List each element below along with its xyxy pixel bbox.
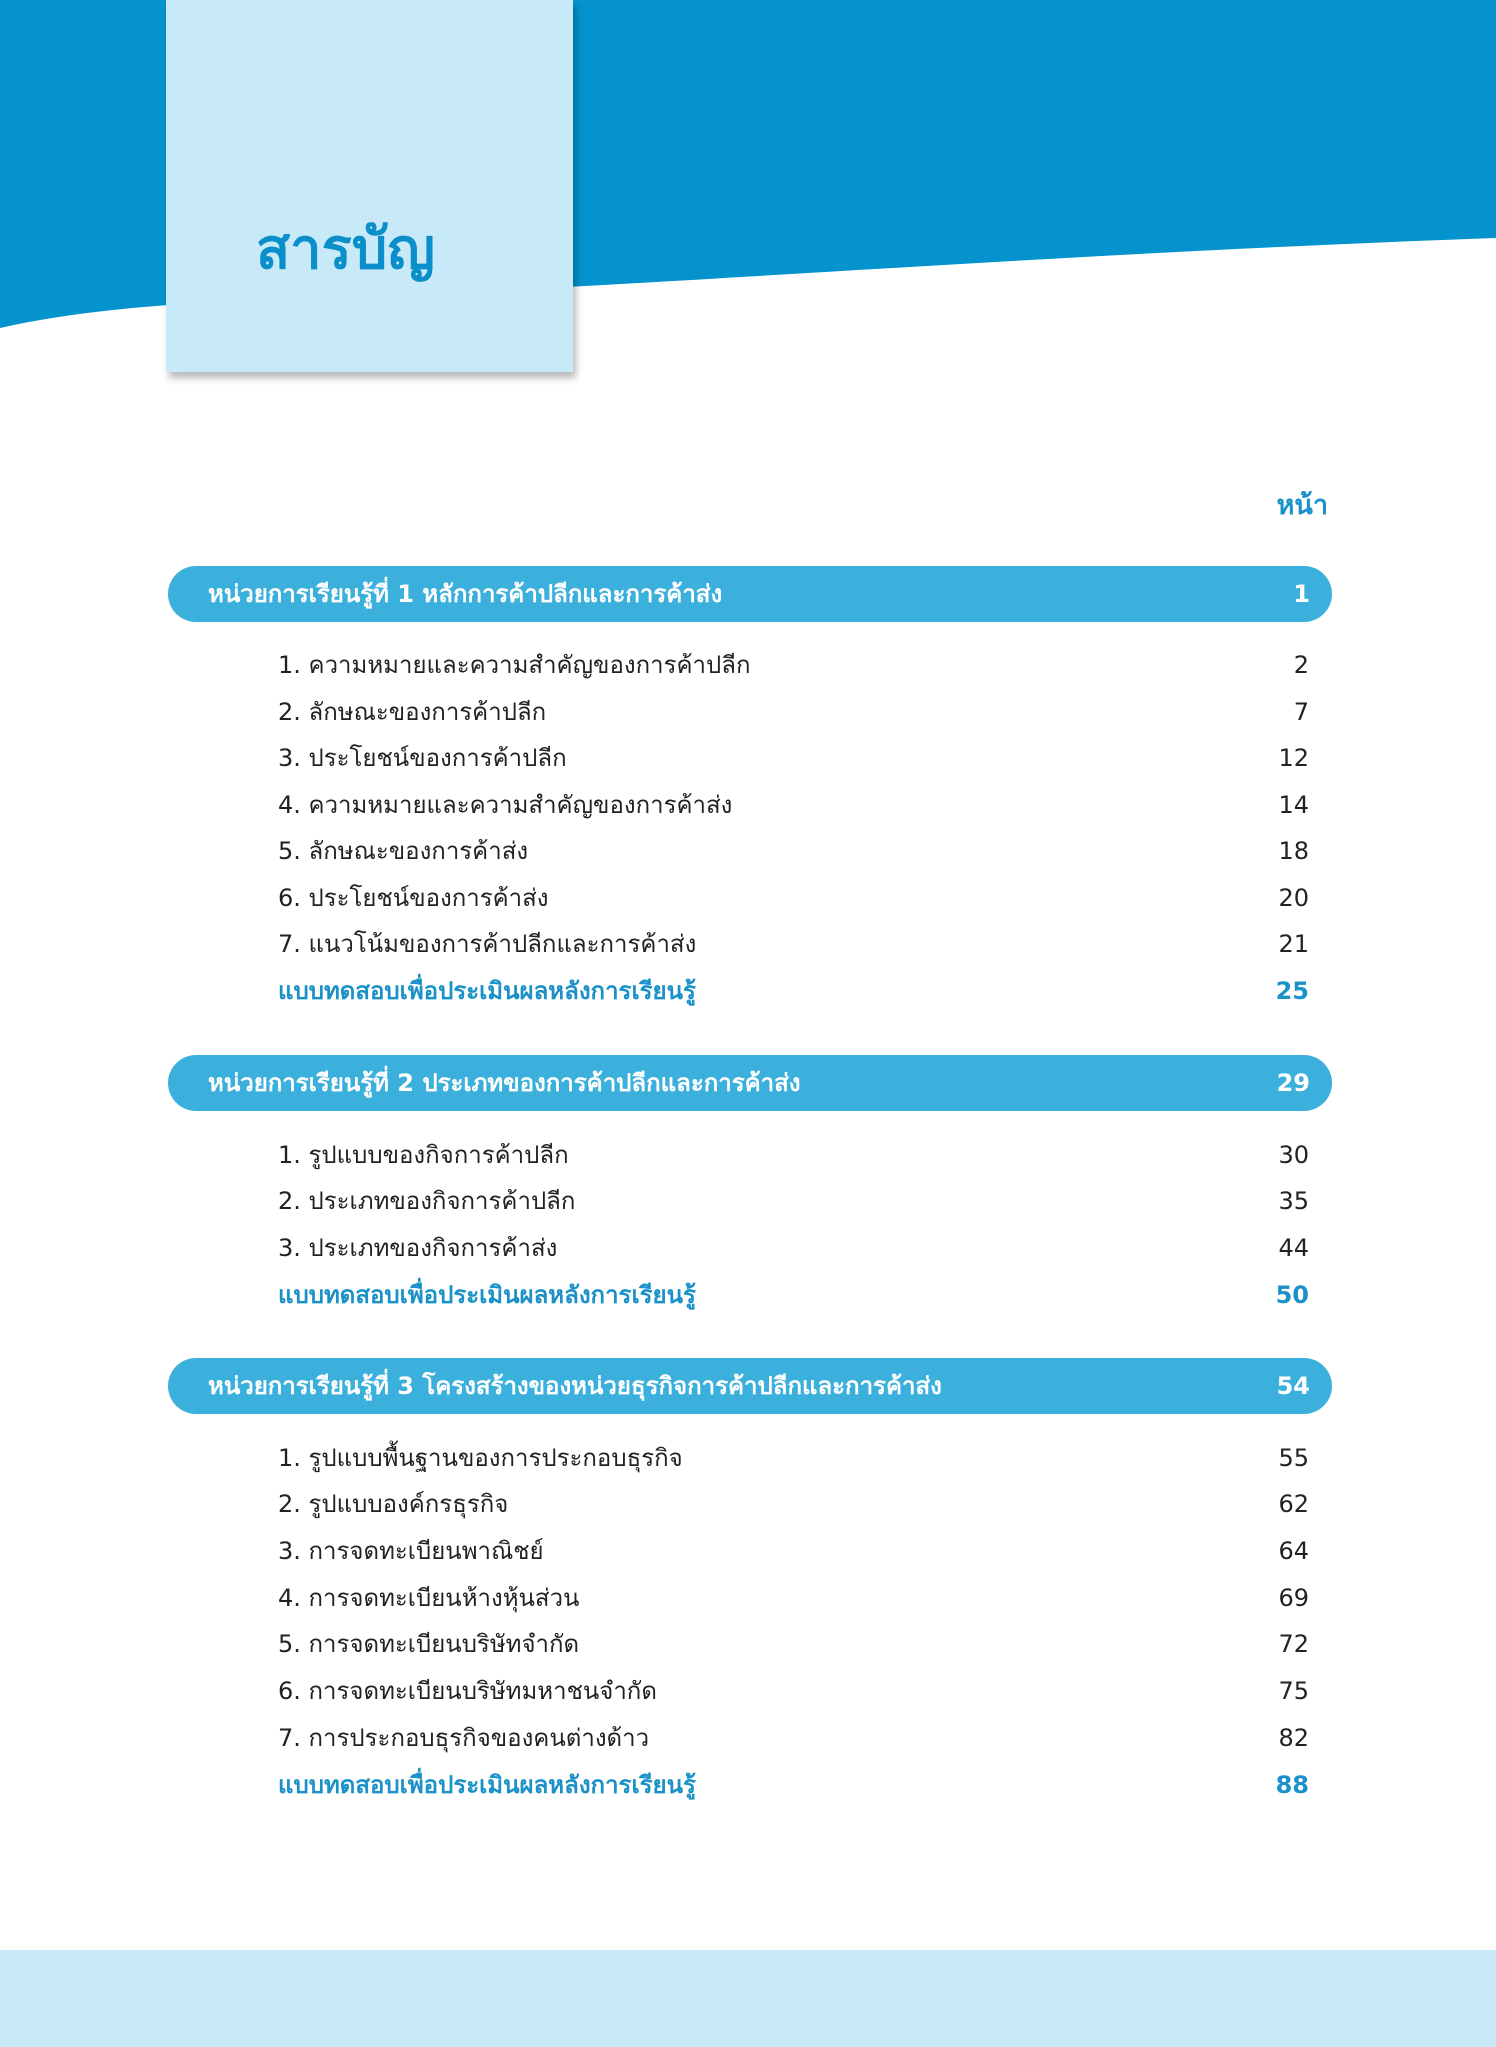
toc-test-item: [278, 971, 1309, 1011]
page-column-header: หน้า: [1276, 490, 1328, 521]
toc-item-label: 7. การประกอบธุรกิจของคนต่างด้าว: [278, 1724, 650, 1752]
toc-item-label: 2. ลักษณะของการค้าปลีก: [278, 698, 547, 726]
toc-item: [278, 1718, 1309, 1758]
unit-page-number: 54: [1276, 1372, 1310, 1400]
toc-item: [278, 1531, 1309, 1571]
toc-item-label: 2. รูปแบบองค์กรธุรกิจ: [278, 1490, 509, 1518]
toc-item-page: 2: [1293, 651, 1309, 679]
unit-header: [168, 566, 1332, 622]
title-card: [166, 0, 573, 372]
toc-item: [278, 1438, 1309, 1478]
toc-item-label: 5. การจดทะเบียนบริษัทจำกัด: [278, 1630, 580, 1658]
toc-item-page: 82: [1278, 1724, 1309, 1752]
toc-item: [278, 924, 1309, 964]
toc-test-page: 25: [1275, 977, 1309, 1005]
toc-item-label: 1. รูปแบบของกิจการค้าปลีก: [278, 1141, 569, 1169]
toc-item-page: 21: [1278, 930, 1309, 958]
toc-item-page: 14: [1278, 791, 1309, 819]
toc-item-label: 2. ประเภทของกิจการค้าปลีก: [278, 1187, 576, 1215]
unit-title: หน่วยการเรียนรู้ที่ 2 ประเภทของการค้าปลีกและการค้าส่ง: [208, 1069, 801, 1097]
toc-item-page: 35: [1278, 1187, 1309, 1215]
toc-item-page: 62: [1278, 1490, 1309, 1518]
unit-title: หน่วยการเรียนรู้ที่ 3 โครงสร้างของหน่วยธุรกิจการค้าปลีกและการค้าส่ง: [208, 1372, 942, 1400]
toc-item-page: 12: [1278, 744, 1309, 772]
toc-item: [278, 1624, 1309, 1664]
toc-item-page: 20: [1278, 884, 1309, 912]
toc-test-page: 88: [1275, 1771, 1309, 1799]
toc-item-page: 72: [1278, 1630, 1309, 1658]
toc-item-label: 4. ความหมายและความสำคัญของการค้าส่ง: [278, 791, 733, 819]
toc-item: [278, 645, 1309, 685]
page-title: สารบัญ: [256, 217, 435, 282]
toc-item-page: 69: [1278, 1584, 1309, 1612]
toc-test-label: แบบทดสอบเพื่อประเมินผลหลังการเรียนรู้: [278, 1281, 696, 1309]
toc-item-page: 30: [1278, 1141, 1309, 1169]
unit-header: [168, 1358, 1332, 1414]
toc-item-label: 5. ลักษณะของการค้าส่ง: [278, 837, 529, 865]
toc-item-label: 1. รูปแบบพื้นฐานของการประกอบธุรกิจ: [278, 1444, 683, 1472]
unit-page-number: 1: [1293, 580, 1310, 608]
toc-item-page: 44: [1278, 1234, 1309, 1262]
toc-item: [278, 1181, 1309, 1221]
toc-item-label: 7. แนวโน้มของการค้าปลีกและการค้าส่ง: [278, 930, 697, 958]
toc-item-label: 6. การจดทะเบียนบริษัทมหาชนจำกัด: [278, 1677, 657, 1705]
toc-test-label: แบบทดสอบเพื่อประเมินผลหลังการเรียนรู้: [278, 977, 696, 1005]
toc-item: [278, 831, 1309, 871]
toc-item-label: 3. ประเภทของกิจการค้าส่ง: [278, 1234, 558, 1262]
toc-item-label: 4. การจดทะเบียนห้างหุ้นส่วน: [278, 1584, 580, 1612]
toc-test-item: [278, 1275, 1309, 1315]
toc-item: [278, 878, 1309, 918]
toc-item-label: 3. การจดทะเบียนพาณิชย์: [278, 1537, 544, 1565]
toc-item-page: 7: [1293, 698, 1309, 726]
toc-item: [278, 692, 1309, 732]
toc-item-label: 3. ประโยชน์ของการค้าปลีก: [278, 744, 567, 772]
toc-test-page: 50: [1275, 1281, 1309, 1309]
toc-test-label: แบบทดสอบเพื่อประเมินผลหลังการเรียนรู้: [278, 1771, 696, 1799]
footer-band: [0, 1950, 1496, 2047]
unit-header: [168, 1055, 1332, 1111]
toc-item: [278, 785, 1309, 825]
toc-item-label: 1. ความหมายและความสำคัญของการค้าปลีก: [278, 651, 751, 679]
toc-item: [278, 738, 1309, 778]
toc-item-label: 6. ประโยชน์ของการค้าส่ง: [278, 884, 549, 912]
toc-item: [278, 1578, 1309, 1618]
toc-item-page: 55: [1278, 1444, 1309, 1472]
toc-item: [278, 1135, 1309, 1175]
toc-item-page: 18: [1278, 837, 1309, 865]
toc-item: [278, 1484, 1309, 1524]
toc-item: [278, 1671, 1309, 1711]
toc-item-page: 64: [1278, 1537, 1309, 1565]
toc-item-page: 75: [1278, 1677, 1309, 1705]
unit-title: หน่วยการเรียนรู้ที่ 1 หลักการค้าปลีกและการค้าส่ง: [208, 580, 723, 608]
unit-page-number: 29: [1276, 1069, 1310, 1097]
toc-item: [278, 1228, 1309, 1268]
toc-test-item: [278, 1765, 1309, 1805]
